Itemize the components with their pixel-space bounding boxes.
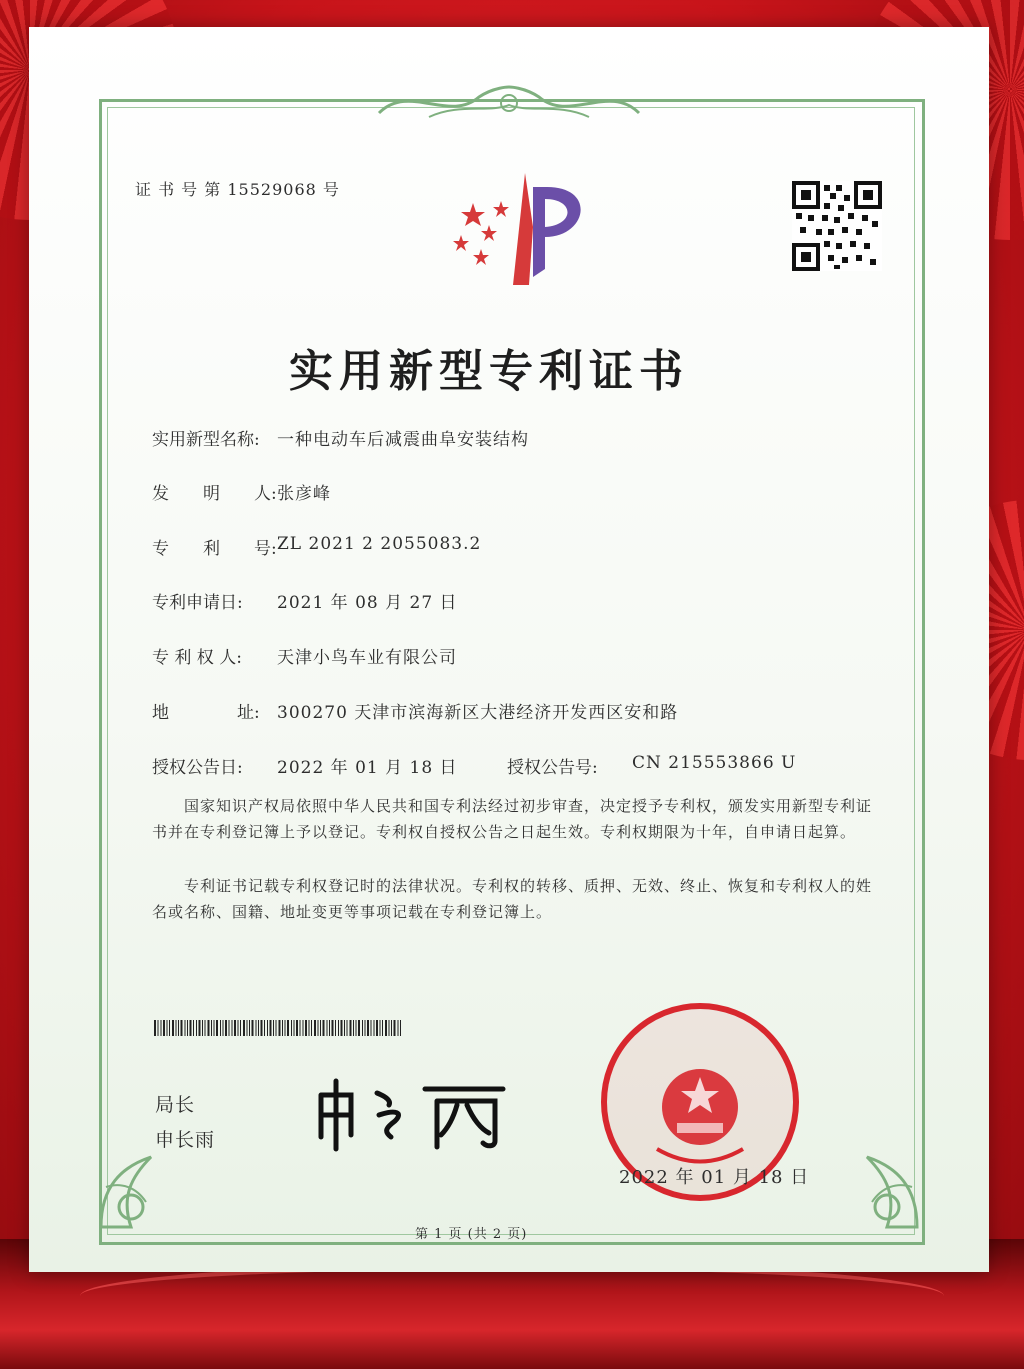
application-date-label: 专利申请日: [152,593,243,613]
patent-number-value: ZL 2021 2 2055083.2 [277,534,482,554]
grant-number-label: 授权公告号: [507,758,598,778]
barcode-icon [154,1020,404,1036]
inventor-label: 发 明 人: [152,484,277,504]
certificate-number-value: 15529068 [227,180,317,199]
certificate-number-label: 证 书 号 第 [135,180,222,199]
certificate-paper [29,27,989,1272]
address-label: 地 址: [152,703,260,723]
grant-date-label: 授权公告日: [152,758,243,778]
patent-number-label: 专 利 号: [152,539,277,559]
address-value: 300270 天津市滨海新区大港经济开发西区安和路 [277,703,679,723]
patentee-value: 天津小鸟车业有限公司 [277,648,457,668]
inventor-value: 张彦峰 [277,484,331,504]
certificate-number [135,177,340,200]
top-ornament-icon [369,83,649,127]
director-name: 申长雨 [155,1129,216,1151]
director-title: 局长 [155,1094,196,1116]
certificate-title: 实用新型专利证书 [289,346,689,397]
grant-date-value: 2022 年 01 月 18 日 [277,758,458,778]
background-stage-rim [80,1263,944,1329]
application-date-value: 2021 年 08 月 27 日 [277,593,458,613]
director-signature-icon [307,1075,527,1155]
utility-model-name-value: 一种电动车后减震曲阜安装结构 [277,430,529,450]
grant-number-value: CN 215553866 U [632,753,797,773]
bottom-right-ornament-icon [817,1127,927,1237]
cnipa-logo-icon [437,167,597,307]
certificate-paragraph-2: 专利证书记载专利权登记时的法律状况。专利权的转移、质押、无效、终止、恢复和专利权人的姓名或名称、国籍、地址变更等事项记载在专利登记簿上。 [152,877,873,921]
patentee-label: 专 利 权 人: [152,648,242,668]
utility-model-name-label: 实用新型名称: [152,430,260,450]
seal-date: 2022 年 01 月 18 日 [619,1167,810,1188]
certificate-number-suffix: 号 [322,180,340,199]
page-info: 第 1 页 (共 2 页) [415,1227,528,1242]
qr-code-icon [792,181,882,271]
certificate-paragraph-1: 国家知识产权局依照中华人民共和国专利法经过初步审查，决定授予专利权，颁发实用新型专利证书并在专利登记簿上予以登记。专利权自授权公告之日起生效。专利权期限为十年，自申请日起算。 [152,797,873,841]
